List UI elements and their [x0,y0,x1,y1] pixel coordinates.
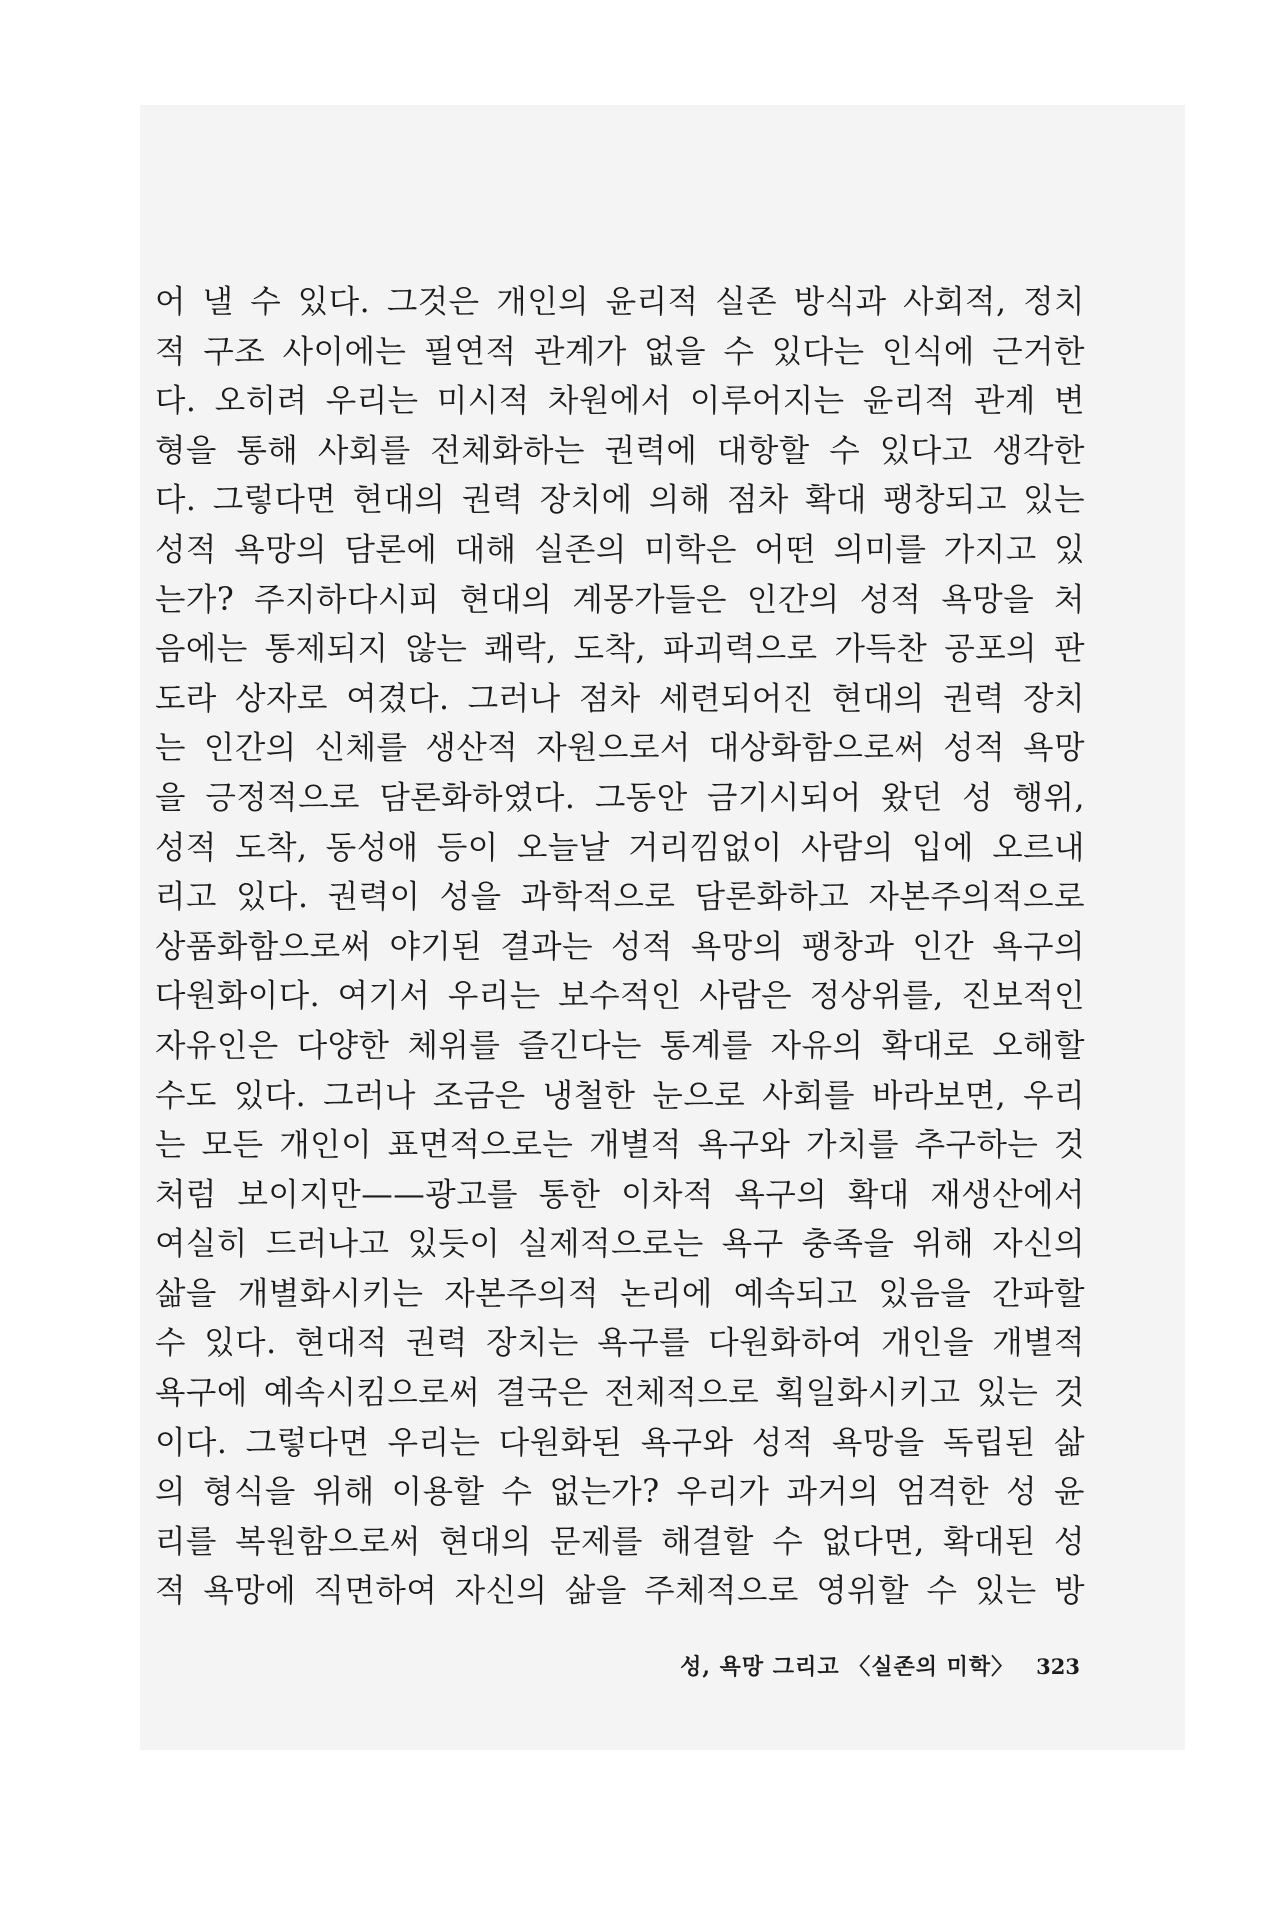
text-line: 다. 그렇다면 현대의 권력 장치에 의해 점차 확대 팽창되고 있는 [155,482,1085,519]
text-line: 수 있다. 현대적 권력 장치는 욕구를 다원화하여 개인을 개별적 [155,1325,1085,1362]
text-line: 적 욕망에 직면하여 자신의 삶을 주체적으로 영위할 수 있는 방 [155,1573,1085,1610]
text-line: 음에는 통제되지 않는 쾌락, 도착, 파괴력으로 가득찬 공포의 판 [155,631,1085,668]
text-line: 상품화함으로써 야기된 결과는 성적 욕망의 팽창과 인간 욕구의 [155,928,1085,965]
text-line: 리고 있다. 권력이 성을 과학적으로 담론화하고 자본주의적으로 [155,879,1085,916]
text-line: 의 형식을 위해 이용할 수 없는가? 우리가 과거의 엄격한 성 윤 [155,1474,1085,1511]
text-line: 성적 욕망의 담론에 대해 실존의 미학은 어떤 의미를 가지고 있 [155,531,1085,568]
text-line: 형을 통해 사회를 전체화하는 권력에 대항할 수 있다고 생각한 [155,432,1085,469]
text-line: 는 인간의 신체를 생산적 자원으로서 대상화함으로써 성적 욕망 [155,730,1085,767]
text-line: 여실히 드러나고 있듯이 실제적으로는 욕구 충족을 위해 자신의 [155,1226,1085,1263]
text-line: 다. 오히려 우리는 미시적 차원에서 이루어지는 윤리적 관계 변 [155,383,1085,420]
text-line: 자유인은 다양한 체위를 즐긴다는 통계를 자유의 확대로 오해할 [155,1027,1085,1064]
text-line: 이다. 그렇다면 우리는 다원화된 욕구와 성적 욕망을 독립된 삶 [155,1424,1085,1461]
text-line: 리를 복원함으로써 현대의 문제를 해결할 수 없다면, 확대된 성 [155,1523,1085,1560]
text-line: 수도 있다. 그러나 조금은 냉철한 눈으로 사회를 바라보면, 우리 [155,1077,1085,1114]
text-line: 욕구에 예속시킴으로써 결국은 전체적으로 획일화시키고 있는 것 [155,1375,1085,1412]
text-line: 는 모든 개인이 표면적으로는 개별적 욕구와 가치를 추구하는 것 [155,1127,1085,1164]
text-line: 는가? 주지하다시피 현대의 계몽가들은 인간의 성적 욕망을 처 [155,581,1085,618]
running-head: 성, 욕망 그리고 〈실존의 미학〉 [680,1654,1015,1680]
text-line: 어 낼 수 있다. 그것은 개인의 윤리적 실존 방식과 사회적, 정치 [155,284,1085,320]
body-text [155,278,1085,1617]
text-line: 도라 상자로 여겼다. 그러나 점차 세련되어진 현대의 권력 장치 [155,680,1085,717]
text-line: 성적 도착, 동성애 등이 오늘날 거리낌없이 사람의 입에 오르내 [155,829,1085,866]
text-line: 처럼 보이지만——광고를 통한 이차적 욕구의 확대 재생산에서 [155,1176,1085,1213]
page-footer [610,1650,1080,1681]
text-line: 적 구조 사이에는 필연적 관계가 없을 수 있다는 인식에 근거한 [155,333,1085,370]
text-line: 삶을 개별화시키는 자본주의적 논리에 예속되고 있음을 간파할 [155,1275,1085,1312]
text-line: 을 긍정적으로 담론화하였다. 그동안 금기시되어 왔던 성 행위, [155,779,1085,816]
text-line: 다원화이다. 여기서 우리는 보수적인 사람은 정상위를, 진보적인 [155,978,1085,1015]
page-number: 323 [1036,1654,1080,1679]
